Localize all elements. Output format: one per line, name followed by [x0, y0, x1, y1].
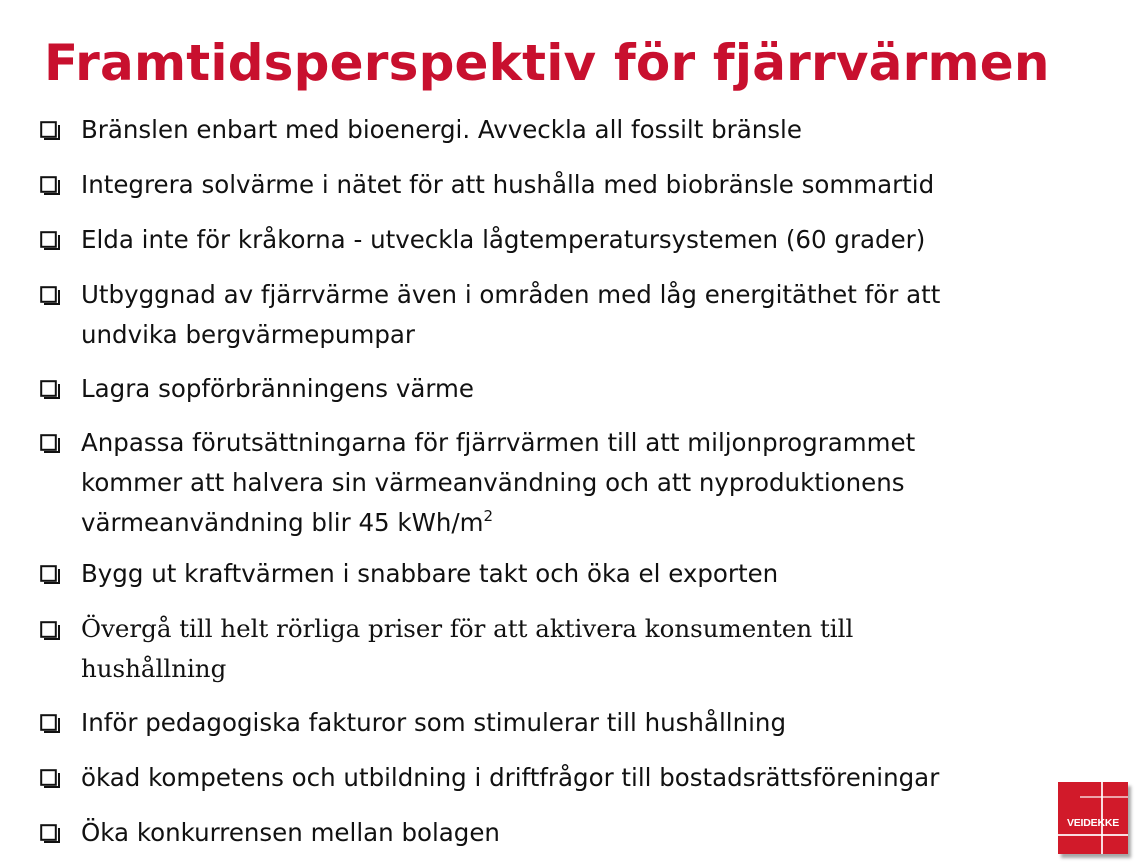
superscript: 2: [483, 507, 494, 525]
list-item-text: Anpassa förutsättningarna för fjärrvärmen till att miljonprogrammet kommer att halvera sin värmeanvändning och att nyproduktionens värmeanvändning blir 45 kWh/$m^2$: [81, 428, 916, 537]
logo-line: [1080, 796, 1128, 798]
list-item-text: Elda inte för kråkorna - utveckla lågtemperatursystemen (60 grader): [81, 225, 926, 254]
list-item-text: Bygg ut kraftvärmen i snabbare takt och öka el exporten: [81, 559, 779, 588]
checkbox-square-icon: [40, 434, 58, 452]
checkbox-square-icon: [40, 176, 58, 194]
list-item-text: Lagra sopförbränningens värme: [81, 374, 474, 403]
checkbox-square-icon: [40, 121, 58, 139]
checkbox-square-icon: [40, 714, 58, 732]
list-item-text: Övergå till helt rörliga priser för att aktivera konsumenten till hushållning: [81, 614, 854, 683]
checkbox-square-icon: [40, 824, 58, 842]
list-item-text: Inför pedagogiska fakturor som stimulerar till hushållning: [81, 708, 786, 737]
logo-text: VEIDEKKE: [1066, 817, 1120, 829]
checkbox-square-icon: [40, 286, 58, 304]
list-item-text: Bränslen enbart med bioenergi. Avveckla all fossilt bränsle: [81, 115, 802, 144]
veidekke-logo: [1058, 782, 1128, 854]
list-item-text: ökad kompetens och utbildning i driftfrågor till bostadsrättsföreningar: [81, 763, 940, 792]
slide-title: Framtidsperspektiv för fjärrvärmen: [44, 34, 1050, 92]
checkbox-square-icon: [40, 769, 58, 787]
checkbox-square-icon: [40, 380, 58, 398]
checkbox-square-icon: [40, 231, 58, 249]
list-item-text: Öka konkurrensen mellan bolagen: [81, 818, 500, 847]
list-item-text: Integrera solvärme i nätet för att hushålla med biobränsle sommartid: [81, 170, 935, 199]
checkbox-square-icon: [40, 565, 58, 583]
logo-line: [1058, 834, 1128, 836]
checkbox-square-icon: [40, 621, 58, 639]
list-item-text: Utbyggnad av fjärrvärme även i områden med låg energitäthet för att undvika bergvärmepumpar: [81, 280, 941, 349]
